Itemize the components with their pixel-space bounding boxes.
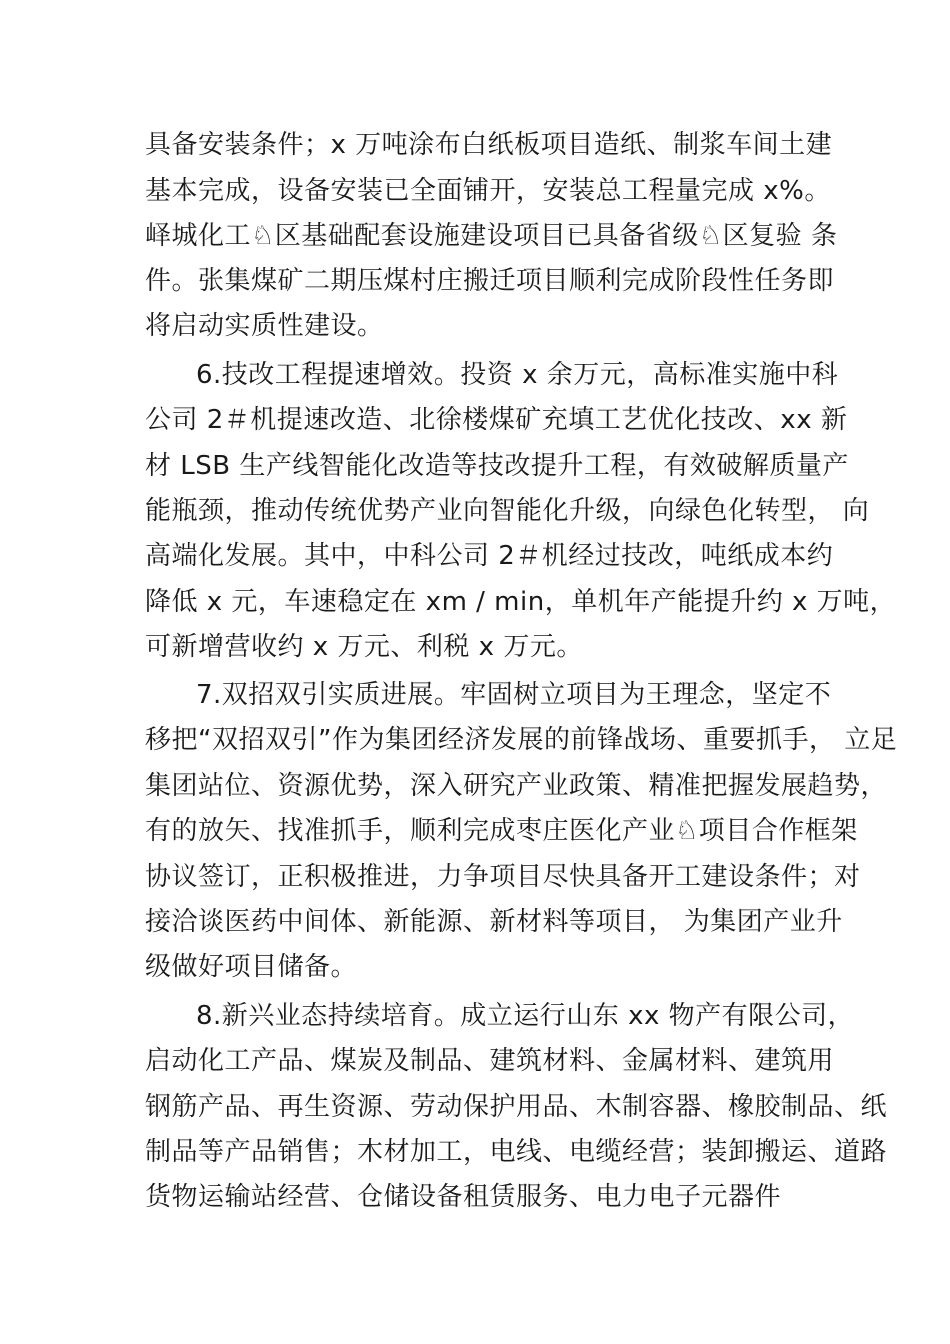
text-line: 能瓶颈，推动传统优势产业向智能化升级，向绿色化转型， 向 xyxy=(145,496,870,526)
paragraph-6-heading-line: 6.技改工程提速增效。投资 x 余万元，高标准实施中科 xyxy=(196,360,839,390)
text-line: 有的放矢、找准抓手，顺利完成枣庄医化产业♘项目合作框架 xyxy=(145,816,858,846)
text-line: 基本完成，设备安装已全面铺开，安装总工程量完成 x%。 xyxy=(145,176,831,206)
text-line: 集团站位、资源优势，深入研究产业政策、精准把握发展趋势， xyxy=(145,771,888,801)
text-line: 可新增营收约 x 万元、利税 x 万元。 xyxy=(145,632,583,662)
text-line: 具备安装条件；x 万吨涂布白纸板项目造纸、制浆车间土建 xyxy=(145,130,833,160)
text-line: 级做好项目储备。 xyxy=(145,952,358,982)
text-line: 制品等产品销售；木材加工，电线、电缆经营；装卸搬运、道路 xyxy=(145,1137,888,1167)
text-line: 货物运输站经营、仓储设备租赁服务、电力电子元器件 xyxy=(145,1182,782,1212)
text-line: 接洽谈医药中间体、新能源、新材料等项目， 为集团产业升 xyxy=(145,907,843,937)
text-line: 协议签订，正积极推进，力争项目尽快具备开工建设条件；对 xyxy=(145,862,861,892)
text-line: 公司 2＃机提速改造、北徐楼煤矿充填工艺优化技改、xx 新 xyxy=(145,405,848,435)
paragraph-8-heading-line: 8.新兴业态持续培育。成立运行山东 xx 物产有限公司， xyxy=(196,1001,855,1031)
text-line: 移把“双招双引”作为集团经济发展的前锋战场、重要抓手， 立足 xyxy=(145,725,898,755)
text-line: 降低 x 元，车速稳定在 xm / min，单机年产能提升约 x 万吨， xyxy=(145,587,897,617)
text-line: 件。张集煤矿二期压煤村庄搬迁项目顺利完成阶段性任务即 xyxy=(145,266,835,296)
text-line: 启动化工产品、煤炭及制品、建筑材料、金属材料、建筑用 xyxy=(145,1046,835,1076)
paragraph-7-heading-line: 7.双招双引实质进展。牢固树立项目为王理念，坚定不 xyxy=(196,680,832,710)
text-line: 材 LSB 生产线智能化改造等技改提升工程，有效破解质量产 xyxy=(145,451,849,481)
text-line: 钢筋产品、再生资源、劳动保护用品、木制容器、橡胶制品、纸 xyxy=(145,1092,888,1122)
text-line: 峄城化工♘区基础配套设施建设项目已具备省级♘区复验 条 xyxy=(145,221,838,251)
text-line: 将启动实质性建设。 xyxy=(145,311,384,341)
text-line: 高端化发展。其中，中科公司 2＃机经过技改，吨纸成本约 xyxy=(145,541,834,571)
